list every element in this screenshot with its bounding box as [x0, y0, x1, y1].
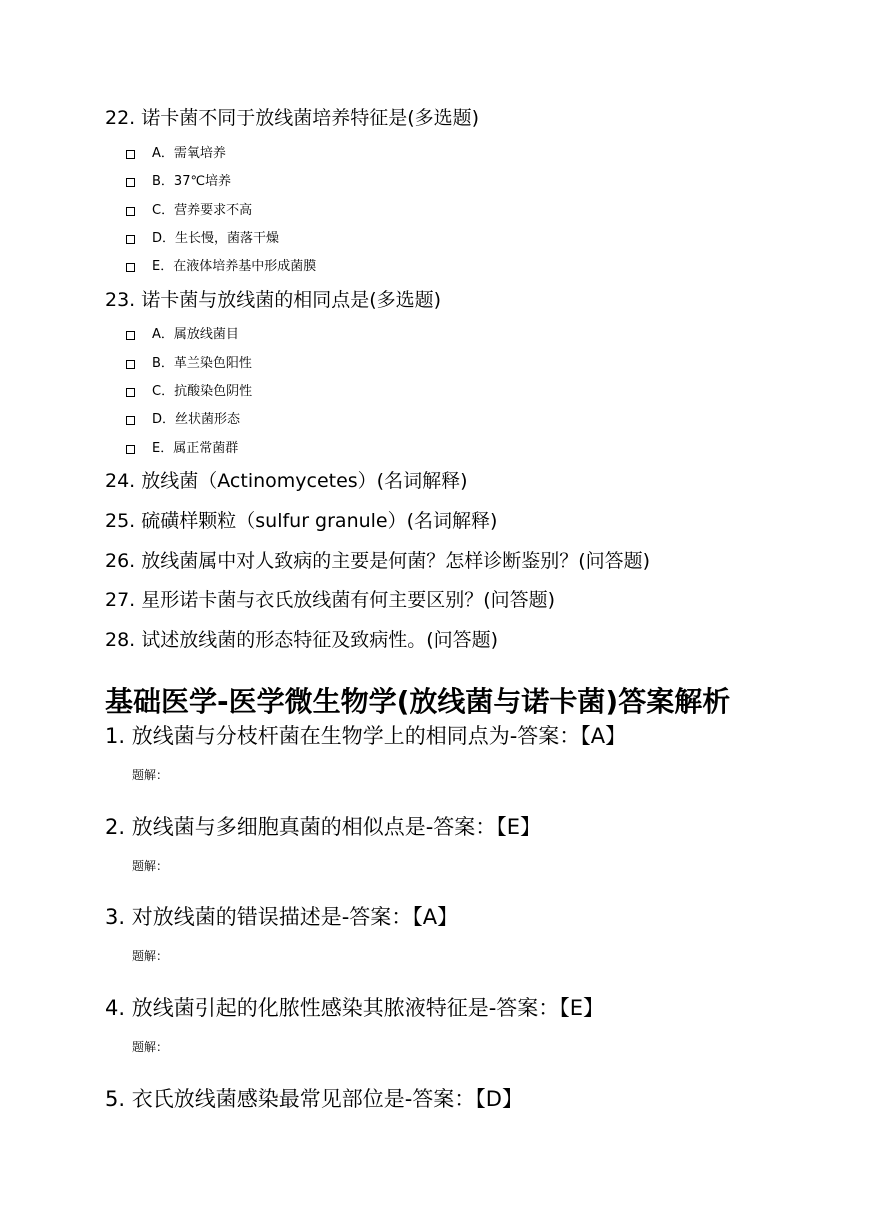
option-23-e[interactable]: [126, 441, 238, 457]
checkbox-icon[interactable]: [126, 360, 135, 369]
option-22-e[interactable]: [126, 259, 316, 275]
option-label: A．属放线菌目: [152, 327, 239, 342]
checkbox-icon[interactable]: [126, 331, 135, 340]
question-23: 23. 诺卡菌与放线菌的相同点是(多选题): [105, 289, 442, 311]
answer-2-explanation: 题解：: [132, 859, 169, 873]
checkbox-icon[interactable]: [126, 416, 135, 425]
answer-1-explanation: 题解：: [132, 768, 169, 782]
question-26: 26. 放线菌属中对人致病的主要是何菌？怎样诊断鉴别？(问答题): [105, 550, 651, 572]
answer-3-explanation: 题解：: [132, 949, 169, 963]
option-22-b[interactable]: [126, 174, 231, 190]
option-label: D．生长慢，菌落干燥: [152, 231, 280, 246]
option-label: D．丝状菌形态: [152, 412, 241, 427]
option-label: A．需氧培养: [152, 146, 226, 161]
option-23-d[interactable]: [126, 412, 240, 428]
checkbox-icon[interactable]: [126, 388, 135, 397]
option-23-a[interactable]: [126, 327, 239, 343]
answer-2: 2. 放线菌与多细胞真菌的相似点是-答案：【E】: [105, 815, 542, 839]
option-label: E．在液体培养基中形成菌膜: [152, 259, 317, 274]
answer-4-explanation: 题解：: [132, 1040, 169, 1054]
checkbox-icon[interactable]: [126, 178, 135, 187]
answer-section-title: 基础医学-医学微生物学(放线菌与诺卡菌)答案解析: [105, 685, 731, 718]
answer-3: 3. 对放线菌的错误描述是-答案：【A】: [105, 905, 459, 929]
checkbox-icon[interactable]: [126, 235, 135, 244]
question-27: 27. 星形诺卡菌与衣氏放线菌有何主要区别？(问答题): [105, 589, 556, 611]
question-28: 28. 试述放线菌的形态特征及致病性。(问答题): [105, 629, 499, 651]
option-22-d[interactable]: [126, 231, 279, 247]
option-23-c[interactable]: [126, 384, 252, 400]
option-23-b[interactable]: [126, 356, 252, 372]
question-25: 25. 硫磺样颗粒（sulfur granule）(名词解释): [105, 510, 498, 532]
option-label: C．抗酸染色阴性: [152, 384, 253, 399]
question-24: 24. 放线菌（Actinomycetes）(名词解释): [105, 470, 468, 492]
option-label: E．属正常菌群: [152, 441, 239, 456]
checkbox-icon[interactable]: [126, 150, 135, 159]
answer-4: 4. 放线菌引起的化脓性感染其脓液特征是-答案：【E】: [105, 996, 605, 1020]
answer-5: 5. 衣氏放线菌感染最常见部位是-答案：【D】: [105, 1087, 523, 1111]
option-label: C．营养要求不高: [152, 203, 253, 218]
answer-1: 1. 放线菌与分枝杆菌在生物学上的相同点为-答案：【A】: [105, 724, 627, 748]
checkbox-icon[interactable]: [126, 445, 135, 454]
option-label: B．革兰染色阳性: [152, 356, 252, 371]
option-22-c[interactable]: [126, 203, 252, 219]
option-label: B．37℃培养: [152, 174, 232, 189]
question-22: 22. 诺卡菌不同于放线菌培养特征是(多选题): [105, 107, 480, 129]
checkbox-icon[interactable]: [126, 207, 135, 216]
option-22-a[interactable]: [126, 146, 226, 162]
checkbox-icon[interactable]: [126, 263, 135, 272]
